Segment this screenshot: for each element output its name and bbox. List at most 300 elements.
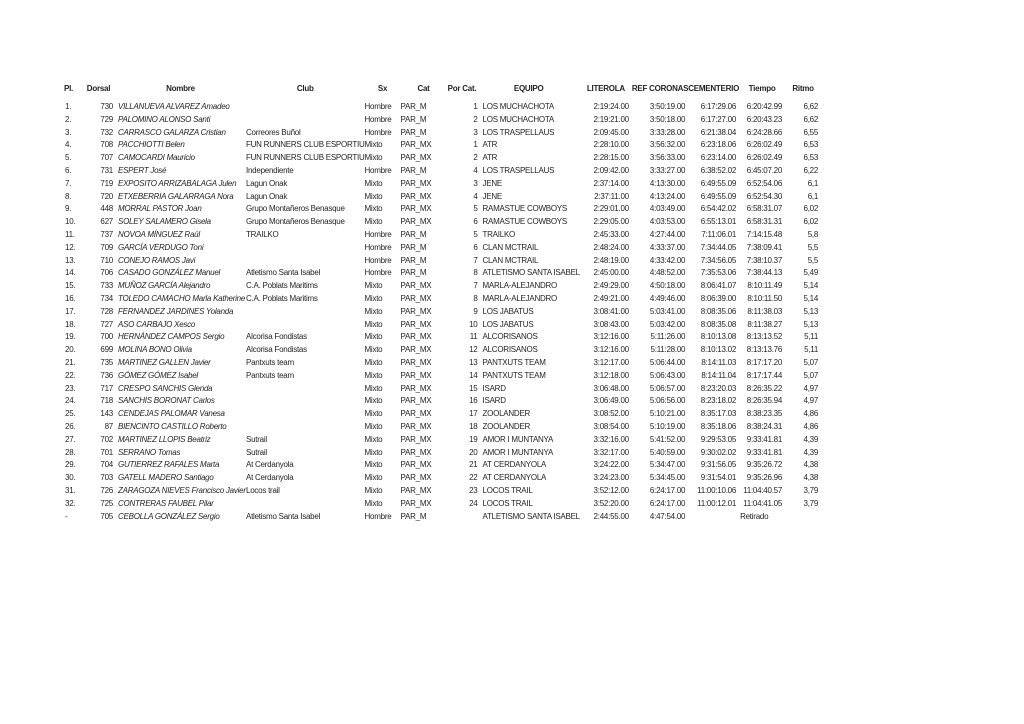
cell-split-literola: 2:48:19.00 [593, 255, 629, 265]
table-row [60, 203, 821, 216]
cell-dorsal: 448 [100, 204, 113, 214]
cell-team: CLAN MCTRAIL [482, 242, 539, 252]
cell-category: PAR_MX [400, 434, 432, 444]
cell-category: PAR_MX [400, 473, 432, 483]
cell-split-literola: 3:32:16.00 [593, 434, 629, 444]
cell-category: PAR_MX [400, 345, 432, 355]
cell-place: 9. [65, 204, 72, 214]
cell-split-ref-coronas: 4:27:44.00 [649, 229, 686, 239]
cell-place: 13. [65, 255, 76, 265]
cell-time: 7:38:09.41 [746, 242, 783, 252]
cell-split-ref-coronas: 3:56:33.00 [649, 153, 686, 163]
cell-dorsal: 143 [100, 409, 113, 419]
table-row [60, 395, 821, 408]
cell-category-rank: 20 [469, 447, 478, 457]
cell-category-rank: 4 [473, 191, 478, 201]
cell-place: 1. [65, 102, 72, 111]
cell-split-literola: 2:28:15.00 [593, 153, 629, 163]
cell-category-rank: 9 [473, 306, 478, 316]
cell-category-rank: 2 [473, 114, 478, 124]
cell-team: ISARD [482, 396, 506, 406]
cell-category-rank: 16 [469, 396, 478, 406]
cell-split-ref-coronas: 3:50:19.00 [649, 102, 686, 111]
cell-split-cementerio: 8:08:35.06 [700, 306, 737, 316]
cell-name: EXPOSITO ARRIZABALAGA Julen [118, 178, 237, 188]
cell-name: GARCÍA VERDUGO Toni [118, 242, 204, 252]
cell-dorsal: 703 [100, 473, 113, 483]
cell-club: C.A. Poblats Maritims [246, 293, 318, 303]
cell-dorsal: 725 [100, 498, 113, 508]
cell-dorsal: 719 [100, 178, 113, 188]
cell-place: 22. [65, 370, 76, 380]
cell-split-cementerio: 8:06:39.00 [700, 293, 737, 303]
cell-dorsal: 731 [100, 165, 113, 175]
cell-name: CRESPO SANCHIS Glenda [118, 383, 213, 393]
cell-split-cementerio: 6:38:52.02 [700, 165, 737, 175]
cell-dorsal: 700 [100, 332, 113, 342]
cell-split-cementerio: 8:23:20.03 [700, 383, 737, 393]
cell-time: 6:58:31.07 [746, 204, 783, 214]
cell-category-rank: 22 [469, 473, 478, 483]
cell-pace: 3,79 [803, 485, 819, 495]
cell-time: 9:33:41.81 [746, 447, 783, 457]
cell-category: PAR_MX [400, 319, 432, 329]
cell-time: 8:11:38.03 [747, 306, 783, 316]
column-header-split-ref-coronas: REF CORONAS [631, 84, 689, 93]
cell-pace: 6,53 [803, 153, 819, 163]
cell-sex: Hombre [364, 165, 392, 175]
cell-sex: Mixto [364, 357, 383, 367]
cell-split-cementerio: 8:10:13.02 [700, 345, 737, 355]
column-header-name: Nombre [166, 84, 195, 93]
cell-team: LOCOS TRAIL [482, 485, 533, 495]
cell-pace: 5,11 [804, 332, 819, 342]
cell-place: 19. [65, 332, 76, 342]
cell-club: Lagun Onak [246, 178, 288, 188]
cell-pace: 5,14 [803, 281, 819, 291]
table-row [60, 267, 821, 280]
cell-team: MARLA-ALEJANDRO [482, 293, 558, 303]
cell-club: Locos trail [246, 485, 280, 495]
table-header-row [60, 84, 821, 101]
cell-split-literola: 3:08:52.00 [593, 409, 629, 419]
cell-split-ref-coronas: 5:34:47.00 [649, 460, 686, 470]
table-row [60, 165, 821, 178]
cell-club: Correores Buñol [246, 127, 301, 137]
cell-category-rank: 5 [473, 229, 478, 239]
cell-pace: 4,38 [803, 460, 819, 470]
cell-category: PAR_M [400, 127, 427, 137]
cell-time: 8:10:11.49 [747, 281, 783, 291]
cell-sex: Mixto [364, 293, 383, 303]
cell-category: PAR_M [400, 268, 427, 278]
cell-name: CARRASCO GALARZA Cristian [118, 127, 226, 137]
cell-split-cementerio: 7:11:06.01 [701, 229, 737, 239]
cell-team: LOS TRASPELLAUS [482, 127, 555, 137]
cell-category: PAR_MX [400, 396, 432, 406]
cell-split-literola: 3:08:41.00 [593, 306, 629, 316]
cell-time: 6:52:54.30 [746, 191, 783, 201]
cell-pace [785, 511, 821, 524]
cell-split-literola: 3:24:22.00 [593, 460, 629, 470]
table-row [60, 383, 821, 396]
table-row [60, 191, 821, 204]
cell-split-literola: 2:37:14.00 [593, 178, 629, 188]
cell-place: 24. [65, 396, 76, 406]
cell-club [246, 395, 365, 408]
cell-dorsal: 708 [100, 140, 113, 150]
cell-name: PALOMINO ALONSO Santi [118, 114, 211, 124]
cell-category-rank: 23 [469, 485, 478, 495]
cell-split-cementerio: 8:23:18.02 [700, 396, 737, 406]
cell-split-ref-coronas: 5:06:44.00 [649, 357, 686, 367]
cell-name: TOLEDO CAMACHO Marla Katherine [118, 293, 246, 303]
cell-split-literola: 2:28:10.00 [593, 140, 629, 150]
cell-category: PAR_MX [400, 460, 432, 470]
cell-split-cementerio: 11:00:10.06 [697, 485, 737, 495]
cell-sex: Mixto [364, 370, 383, 380]
cell-category: PAR_MX [400, 447, 432, 457]
cell-category-rank: 4 [473, 165, 478, 175]
cell-split-literola: 2:45:00.00 [593, 268, 629, 278]
results-table [60, 84, 821, 523]
cell-club [246, 498, 365, 511]
cell-pace: 5,07 [803, 370, 819, 380]
table-row [60, 152, 821, 165]
cell-split-ref-coronas: 5:41:52.00 [649, 434, 686, 444]
cell-dorsal: 705 [100, 511, 113, 521]
cell-dorsal: 726 [100, 485, 113, 495]
cell-split-cementerio: 6:17:27.00 [700, 114, 737, 124]
cell-pace: 6,62 [803, 114, 819, 124]
cell-category-rank: 10 [469, 319, 478, 329]
cell-club: Atletismo Santa Isabel [246, 511, 321, 521]
cell-category-rank: 3 [473, 127, 478, 137]
cell-place: 11. [65, 229, 75, 239]
cell-dorsal: 87 [104, 421, 113, 431]
cell-sex: Mixto [364, 217, 383, 227]
cell-time: 8:17:17.20 [746, 357, 783, 367]
cell-place: 14. [65, 268, 76, 278]
cell-club: Pantxuts team [246, 357, 294, 367]
cell-name: SANCHIS BORONAT Carlos [118, 396, 215, 406]
cell-name: GATELL MADERO Santiago [118, 473, 214, 483]
cell-category: PAR_MX [400, 409, 432, 419]
cell-place: 18. [65, 319, 76, 329]
cell-split-literola: 2:09:42.00 [593, 165, 629, 175]
cell-team: TRAILKO [482, 229, 515, 239]
table-row [60, 331, 821, 344]
cell-pace: 6,1 [807, 191, 819, 201]
cell-sex: Mixto [364, 421, 383, 431]
cell-place: 8. [65, 191, 72, 201]
cell-category-rank: 7 [473, 281, 478, 291]
cell-category: PAR_M [400, 165, 427, 175]
cell-split-cementerio: 6:49:55.09 [700, 178, 737, 188]
cell-split-literola: 2:29:05.00 [593, 217, 629, 227]
cell-pace: 4,97 [803, 396, 819, 406]
cell-sex: Mixto [364, 332, 383, 342]
cell-place: 23. [65, 383, 76, 393]
column-header-club: Club [296, 84, 314, 93]
cell-team: LOS JABATUS [482, 319, 534, 329]
cell-split-literola: 2:29:01.00 [593, 204, 629, 214]
cell-pace: 5,13 [803, 306, 819, 316]
cell-time: 8:26:35.22 [746, 383, 783, 393]
cell-split-literola: 3:08:54.00 [593, 421, 629, 431]
cell-sex: Mixto [364, 178, 383, 188]
cell-pace: 5,14 [803, 293, 819, 303]
cell-split-literola: 3:32:17.00 [593, 447, 629, 457]
cell-name: MOLINA BONO Olivia [118, 345, 192, 355]
cell-time: 7:14:15.48 [746, 229, 783, 239]
cell-club [246, 255, 365, 268]
cell-split-literola: 2:49:21.00 [593, 293, 629, 303]
table-row [60, 293, 821, 306]
cell-pace: 5,11 [804, 345, 819, 355]
cell-place: 31. [65, 485, 76, 495]
cell-split-cementerio: 6:55:13.01 [700, 217, 737, 227]
cell-split-cementerio: 7:34:56.05 [700, 255, 737, 265]
cell-split-ref-coronas: 5:34:45.00 [649, 473, 686, 483]
cell-split-ref-coronas: 5:10:21.00 [649, 409, 686, 419]
cell-split-ref-coronas: 5:06:56.00 [649, 396, 686, 406]
cell-sex: Hombre [364, 255, 392, 265]
cell-name: CEBOLLA GONZÁLEZ Sergio [118, 511, 220, 521]
cell-place: 25. [65, 409, 76, 419]
cell-team: ATR [482, 140, 498, 150]
cell-dorsal: 718 [100, 396, 113, 406]
cell-club: FUN RUNNERS CLUB ESPORTIU [246, 153, 365, 163]
table-row [60, 319, 821, 332]
cell-time: Retirado [740, 511, 769, 521]
cell-category-rank: 6 [473, 242, 478, 252]
cell-club [246, 101, 365, 114]
cell-sex: Hombre [364, 268, 392, 278]
cell-name: MORRAL PASTOR Joan [118, 204, 202, 214]
cell-team: ALCORISANOS [482, 332, 538, 342]
cell-time: 6:52:54.06 [746, 178, 783, 188]
cell-club: Alcorisa Fondistas [246, 332, 307, 342]
table-row [60, 255, 821, 268]
cell-time: 7:38:44.13 [746, 268, 783, 278]
cell-name: ESPERT José [118, 165, 167, 175]
table-row [60, 216, 821, 229]
cell-category: PAR_M [400, 242, 427, 252]
cell-team: PANTXUTS TEAM [482, 357, 546, 367]
cell-team: JENE [482, 178, 502, 188]
table-row [60, 357, 821, 370]
cell-time: 11:04:41.05 [743, 498, 783, 508]
cell-name: PACCHIOTTI Belen [118, 140, 185, 150]
cell-sex: Mixto [364, 140, 383, 150]
cell-dorsal: 709 [100, 242, 113, 252]
cell-club: At Cerdanyola [246, 473, 294, 483]
cell-pace: 6,62 [803, 102, 819, 111]
cell-sex: Mixto [364, 383, 383, 393]
table-row [60, 472, 821, 485]
cell-split-ref-coronas: 4:03:49.00 [649, 204, 686, 214]
cell-category: PAR_MX [400, 357, 432, 367]
cell-dorsal: 702 [100, 434, 113, 444]
cell-team: LOS MUCHACHOTA [482, 114, 554, 124]
cell-name: HERNÁNDEZ CAMPOS Sergio [118, 332, 225, 342]
cell-name: CONEJO RAMOS Javi [118, 255, 196, 265]
cell-team: RAMASTUE COWBOYS [482, 217, 567, 227]
cell-sex: Mixto [364, 460, 383, 470]
cell-place: 27. [65, 434, 76, 444]
cell-sex: Mixto [364, 396, 383, 406]
cell-category: PAR_MX [400, 204, 432, 214]
cell-sex: Mixto [364, 153, 383, 163]
cell-category: PAR_M [400, 511, 427, 521]
cell-place: 7. [65, 178, 72, 188]
cell-category-rank: 1 [473, 102, 478, 111]
cell-place: 30. [65, 473, 76, 483]
cell-split-ref-coronas: 4:49:46.00 [649, 293, 686, 303]
cell-pace: 5,5 [807, 255, 819, 265]
cell-team: MARLA-ALEJANDRO [482, 281, 558, 291]
cell-category: PAR_MX [400, 485, 432, 495]
column-header-category-rank: Por Cat. [447, 84, 477, 93]
cell-split-literola: 3:12:18.00 [593, 370, 629, 380]
cell-time: 9:33:41.81 [746, 434, 783, 444]
cell-dorsal: 736 [100, 370, 113, 380]
cell-category-rank: 1 [473, 140, 478, 150]
cell-category: PAR_MX [400, 178, 432, 188]
cell-category: PAR_MX [400, 498, 432, 508]
cell-pace: 4,38 [803, 473, 819, 483]
cell-split-cementerio: 6:17:29.06 [700, 102, 737, 111]
cell-split-ref-coronas: 3:50:18.00 [649, 114, 686, 124]
cell-split-ref-coronas: 5:03:42.00 [649, 319, 686, 329]
cell-category-rank: 24 [469, 498, 478, 508]
cell-split-cementerio: 6:23:14.00 [700, 153, 737, 163]
cell-category-rank: 12 [469, 345, 478, 355]
cell-time: 11:04:40.57 [743, 485, 783, 495]
table-row [60, 229, 821, 242]
cell-club: FUN RUNNERS CLUB ESPORTIU [246, 140, 365, 150]
cell-category: PAR_MX [400, 191, 432, 201]
cell-pace: 5,49 [803, 268, 819, 278]
cell-place: 2. [65, 114, 72, 124]
cell-split-ref-coronas: 5:03:41.00 [649, 306, 686, 316]
cell-category-rank: 7 [473, 255, 478, 265]
cell-split-ref-coronas: 5:06:43.00 [649, 370, 686, 380]
cell-split-literola: 3:12:16.00 [593, 332, 629, 342]
cell-sex: Mixto [364, 306, 383, 316]
table-row [60, 370, 821, 383]
cell-dorsal: 737 [100, 229, 113, 239]
cell-category-rank: 18 [469, 421, 478, 431]
cell-place: 5. [65, 153, 72, 163]
cell-dorsal: 727 [100, 319, 113, 329]
cell-pace: 6,22 [803, 165, 819, 175]
table-row [60, 498, 821, 511]
cell-time: 6:26:02.49 [746, 140, 783, 150]
cell-dorsal: 728 [100, 306, 113, 316]
cell-sex: Hombre [364, 242, 392, 252]
cell-split-ref-coronas: 4:50:18.00 [649, 281, 686, 291]
cell-club [246, 408, 365, 421]
cell-split-cementerio: 8:14:11.04 [701, 370, 737, 380]
table-row [60, 114, 821, 127]
cell-dorsal: 704 [100, 460, 113, 470]
cell-club: Atletismo Santa Isabel [246, 268, 321, 278]
cell-split-ref-coronas: 4:13:30.00 [649, 178, 686, 188]
cell-team: LOS TRASPELLAUS [482, 165, 555, 175]
cell-team: AT CERDANYOLA [482, 460, 547, 470]
cell-team: AMOR I MUNTANYA [482, 434, 554, 444]
cell-club: Lagun Onak [246, 191, 288, 201]
cell-dorsal: 706 [100, 268, 113, 278]
table-row [60, 127, 821, 140]
cell-split-cementerio: 9:31:56.05 [700, 460, 737, 470]
cell-category-rank: 6 [473, 217, 478, 227]
cell-split-cementerio: 7:34:44.05 [700, 242, 737, 252]
table-row [60, 434, 821, 447]
cell-time: 6:20:42.99 [746, 102, 783, 111]
cell-category: PAR_MX [400, 293, 432, 303]
cell-split-cementerio: 9:31:54.01 [700, 473, 737, 483]
column-header-sex: Sx [377, 84, 388, 93]
cell-place: 6. [65, 165, 72, 175]
cell-club: Sutrail [246, 447, 267, 457]
cell-place: 20. [65, 345, 76, 355]
cell-place: 15. [65, 281, 76, 291]
table-row [60, 306, 821, 319]
cell-dorsal: 730 [100, 102, 113, 111]
cell-category: PAR_MX [400, 281, 432, 291]
cell-place: 29. [65, 460, 76, 470]
cell-club: Independiente [246, 165, 294, 175]
table-row [60, 459, 821, 472]
cell-split-literola: 3:52:12.00 [593, 485, 629, 495]
cell-pace: 5,5 [807, 242, 819, 252]
cell-pace: 4,97 [803, 383, 819, 393]
cell-sex: Hombre [364, 127, 392, 137]
table-row [60, 280, 821, 293]
cell-team: LOS JABATUS [482, 306, 534, 316]
cell-time: 6:20:43.23 [746, 114, 783, 124]
cell-club: Grupo Montañeros Benasque [246, 204, 345, 214]
cell-team: RAMASTUE COWBOYS [482, 204, 567, 214]
cell-split-literola: 2:09:45.00 [593, 127, 629, 137]
cell-place: 12. [65, 242, 76, 252]
cell-team: LOCOS TRAIL [482, 498, 533, 508]
cell-time: 6:26:02.49 [746, 153, 783, 163]
cell-team: ZOOLANDER [482, 409, 531, 419]
cell-pace: 6,55 [803, 127, 819, 137]
cell-split-cementerio: 8:35:18.06 [700, 421, 737, 431]
cell-time: 6:24:28.66 [746, 127, 783, 137]
cell-club [246, 421, 365, 434]
cell-split-literola: 2:49:29.00 [593, 281, 629, 291]
cell-category: PAR_MX [400, 383, 432, 393]
cell-split-literola: 3:24:23.00 [593, 473, 629, 483]
cell-pace: 5,8 [807, 229, 819, 239]
cell-place: 21. [65, 357, 76, 367]
cell-split-cementerio: 7:35:53.06 [700, 268, 737, 278]
cell-time: 8:26:35.94 [746, 396, 783, 406]
cell-split-literola: 2:44:55.00 [593, 511, 629, 521]
cell-sex: Hombre [364, 511, 392, 521]
cell-name: GUTIERREZ RAFALES Marta [118, 460, 220, 470]
cell-team: ATR [482, 153, 498, 163]
cell-split-ref-coronas: 3:33:28.00 [649, 127, 686, 137]
cell-name: BIENCINTO CASTILLO Roberto [118, 421, 227, 431]
cell-dorsal: 734 [100, 293, 113, 303]
